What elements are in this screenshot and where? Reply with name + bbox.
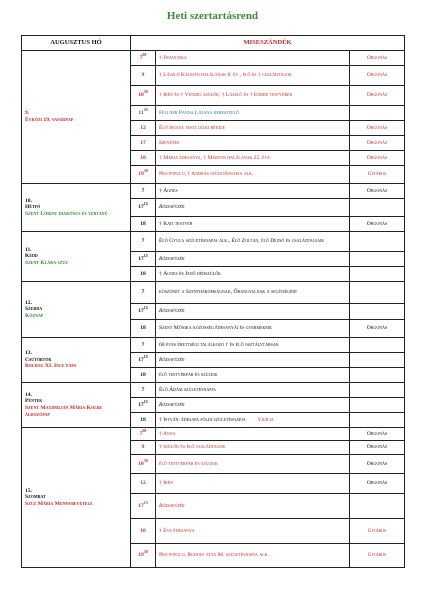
mass-time-hour: 7 [139, 54, 143, 61]
mass-intention [156, 166, 350, 184]
mass-intention-text: † Éva édesanya [159, 527, 195, 534]
mass-intention [156, 199, 350, 217]
mass-intention [156, 151, 350, 166]
mass-intention-text: Szent Mónika közösség édesanyái és gyermekeik [159, 325, 273, 332]
mass-time-hour: 18 [140, 416, 146, 423]
mass-intention [156, 544, 350, 568]
mass-time [131, 353, 156, 368]
mass-time [131, 441, 156, 455]
music-type [350, 338, 405, 353]
mass-intention-text: élő testvérpár és szüleik [159, 460, 218, 467]
mass-intention [156, 252, 350, 267]
music-type [350, 368, 405, 383]
music-type: Orgonás [350, 121, 405, 136]
mass-intention-text: Rózsafüzér [159, 204, 185, 211]
music-type [350, 413, 405, 428]
mass-intention [156, 338, 350, 353]
music-type: Orgonás [350, 217, 405, 232]
music-type [350, 267, 405, 282]
mass-intention [156, 184, 350, 199]
mass-intention [156, 86, 350, 106]
day-number: 10. [25, 197, 32, 204]
day-number: 13. [25, 350, 32, 357]
music-type: Gitáros [350, 519, 405, 544]
feast-name: Szent Maximilián Mária Kolbe áldozópap [25, 405, 103, 418]
mass-time-hour: 18 [140, 325, 146, 332]
music-type [350, 353, 405, 368]
mass-intention-text: köszönet a Szentháromságnak, Őrangyalnak a segítségért [159, 289, 298, 296]
mass-time-hour: 17 [138, 308, 144, 315]
mass-intention [156, 106, 350, 121]
mass-time-hour: 18 [140, 270, 146, 277]
music-type: Orgonás [350, 320, 405, 338]
feast-name: Szűz Mária Mennybevétele [25, 500, 93, 507]
music-type [350, 494, 405, 519]
mass-intention-text: † Ágnes [159, 187, 178, 194]
music-type: Orgonás [350, 51, 405, 66]
music-type: Orgonás [350, 86, 405, 106]
mass-time-hour: 7 [141, 341, 145, 348]
music-type [350, 199, 405, 217]
day-cell [22, 428, 131, 568]
mass-intention-text: † szülők és élő családtagok [159, 444, 226, 451]
intent-column-header: MISESZÁNDÉK [131, 36, 405, 51]
mass-time-hour: 7 [141, 238, 145, 245]
mass-intention [156, 66, 350, 86]
day-cell [22, 338, 131, 383]
mass-time [131, 217, 156, 232]
mass-time-hour: 10 [138, 460, 144, 467]
day-number: 9. [25, 110, 30, 117]
mass-intention-text: Élő Gyula születésnapja alk., Élő Zoltán, élő Dezső és családtagjaik [159, 238, 325, 245]
music-type: Gitáros [350, 166, 405, 184]
mass-time [131, 413, 156, 428]
mass-time [131, 455, 156, 474]
mass-intention-text: † Ágnes és Jenő dédszülők [159, 270, 221, 277]
mass-intention-text: Szentóra [159, 139, 180, 146]
mass-time-minutes: 00 [142, 427, 147, 433]
music-type [350, 106, 405, 121]
music-type: Orgonás [350, 136, 405, 151]
mass-time-hour: 11 [138, 109, 144, 116]
mass-time [131, 51, 156, 66]
mass-time [131, 282, 156, 304]
mass-time [131, 304, 156, 320]
mass-time-hour: 18 [140, 527, 146, 534]
mass-intention-text: Pro populo, † András születésnapja alk. [159, 171, 254, 178]
mass-intention-text: † Kati testvér [159, 220, 193, 227]
day-cell [22, 232, 131, 282]
feast-name: Szent Lőrinc diakónus és vértanú [25, 210, 108, 217]
music-type [350, 398, 405, 413]
mass-intention [156, 455, 350, 474]
mass-time [131, 121, 156, 136]
feast-name: Szent Klára szűz [25, 259, 68, 266]
mass-time [131, 232, 156, 252]
mass-time [131, 338, 156, 353]
table-row [22, 383, 405, 398]
mass-intention [156, 474, 350, 494]
day-name: Szombat [25, 494, 46, 501]
mass-intention-text: Élő Ádám születésnapja [159, 386, 216, 393]
day-number: 15. [25, 487, 32, 494]
day-cell [22, 282, 131, 338]
mass-intention [156, 413, 350, 428]
feast-name: Köznap [25, 312, 44, 319]
mass-intention-text: † Anna [159, 430, 176, 437]
mass-intention-text: 60 éves érettségi találkozó † és élő osztálytársak [159, 341, 279, 348]
mass-time [131, 519, 156, 544]
mass-intention [156, 494, 350, 519]
day-number: 11. [25, 246, 32, 253]
page-title: Heti szertartásrend [166, 10, 259, 22]
mass-time-minutes: 15 [143, 499, 148, 505]
mass-time-minutes: 30 [143, 89, 148, 95]
mass-time [131, 428, 156, 441]
mass-time-minutes: 15 [143, 398, 148, 404]
mass-time-hour: 10 [138, 92, 144, 99]
mass-time-minutes: 30 [143, 168, 148, 174]
mass-time-hour: 19 [138, 171, 144, 178]
table-row [22, 338, 405, 353]
mass-intention [156, 267, 350, 282]
mass-time [131, 106, 156, 121]
music-type [350, 232, 405, 252]
music-type [350, 282, 405, 304]
mass-intention [156, 232, 350, 252]
music-type: Orgonás [350, 66, 405, 86]
mass-time-hour: 18 [140, 154, 146, 161]
mass-intention [156, 398, 350, 413]
mass-time [131, 494, 156, 519]
mass-intention-text: Rózsafüzér [159, 502, 185, 509]
mass-intention [156, 304, 350, 320]
music-type: Orgonás [350, 184, 405, 199]
mass-intention [156, 320, 350, 338]
day-name: Kedd [25, 253, 38, 260]
table-header-row [22, 36, 405, 51]
mass-time-hour: 17 [140, 139, 146, 146]
table-row [22, 51, 405, 66]
mass-time-minutes: 30 [143, 457, 148, 463]
mass-time [131, 544, 156, 568]
day-name: Péntek [25, 398, 43, 405]
mass-intention-text: † Mária édesanya, † Márton halálának 25. évf. [159, 154, 272, 161]
day-name: Csütörtök [25, 356, 52, 363]
mass-intention-text: Rózsafüzér [159, 401, 185, 408]
mass-time-hour: 9 [141, 72, 145, 79]
mass-time-hour: 17 [138, 356, 144, 363]
mass-time-hour: 7 [141, 386, 145, 393]
mass-time-minutes: 30 [143, 549, 148, 555]
day-cell [22, 184, 131, 232]
mass-time [131, 66, 156, 86]
mass-intention-text: Pro populo, Rudolf atya 88. születésnapja alk. [159, 552, 269, 559]
mass-time-hour: 19 [138, 552, 144, 559]
feast-name: Boldog XI. Ince pápa [25, 363, 77, 370]
day-column-header: AUGUSZTUS HÓ [22, 36, 131, 51]
day-cell [22, 51, 131, 184]
mass-time [131, 398, 156, 413]
mass-time-hour: 17 [138, 204, 144, 211]
table-row [22, 232, 405, 252]
mass-time [131, 320, 156, 338]
table-row [22, 282, 405, 304]
mass-time [131, 166, 156, 184]
mass-intention [156, 353, 350, 368]
music-type: Orgonás [350, 441, 405, 455]
day-name: Hétfő [25, 204, 41, 211]
mass-time [131, 474, 156, 494]
mass-intention-text: † Irén és † Vendel szülők, † László és † Endre testvérek [159, 92, 293, 99]
mass-time [131, 184, 156, 199]
mass-intention-text: Rózsafüzér [159, 308, 185, 315]
mass-time [131, 136, 156, 151]
day-number: 12. [25, 299, 32, 306]
mass-time-hour: 17 [138, 401, 144, 408]
mass-intention-text: élő testvérpár és szüleik [159, 371, 218, 378]
mass-time-hour: 9 [141, 444, 145, 451]
music-type: Orgonás [350, 455, 405, 474]
mass-intention-text: † László Kálmán halálának 8. év., élő és † családtagok [159, 72, 292, 79]
mass-intention [156, 136, 350, 151]
mass-time-minutes: 15 [143, 353, 148, 359]
mass-time-hour: 7 [139, 430, 143, 437]
schedule-table [21, 35, 405, 568]
table-row [22, 428, 405, 441]
mass-intention-text: Rózsafüzér [159, 255, 185, 262]
mass-time-hour: 18 [140, 371, 146, 378]
mass-time-hour: 18 [140, 220, 146, 227]
mass-intention-text: Rózsafüzér [159, 356, 185, 363]
mass-time [131, 252, 156, 267]
mass-intention [156, 519, 350, 544]
mass-time [131, 199, 156, 217]
mass-time [131, 86, 156, 106]
mass-intention [156, 383, 350, 398]
mass-intention [156, 282, 350, 304]
mass-intention [156, 428, 350, 441]
mass-intention [156, 441, 350, 455]
mass-time-hour: 17 [138, 255, 144, 262]
mass-time-hour: 17 [138, 502, 144, 509]
table-row [22, 184, 405, 199]
music-type [350, 252, 405, 267]
music-type: Orgonás [350, 151, 405, 166]
music-type: Orgonás [350, 428, 405, 441]
day-number: 14. [25, 391, 32, 398]
day-name: Szerda [25, 306, 43, 313]
mass-time [131, 151, 156, 166]
mass-intention [156, 121, 350, 136]
mass-intention [156, 217, 350, 232]
mass-time [131, 383, 156, 398]
mass-time-minutes: 15 [143, 252, 148, 258]
mass-intention [156, 51, 350, 66]
mass-time [131, 368, 156, 383]
music-type: Gitáros [350, 544, 405, 568]
mass-time-hour: 7 [141, 289, 145, 296]
mass-time-hour: 7 [141, 187, 145, 194]
mass-intention [156, 368, 350, 383]
mass-intention-text: † István: édesapa földi születésnapja [159, 416, 246, 423]
mass-intention-text: Élő Ibolya testi lelki békéje [159, 124, 226, 131]
mass-intention-text: Fellner Panna Liliána keresztelő [159, 109, 239, 116]
mass-time-minutes: 15 [143, 305, 148, 311]
mass-intention-text: † Franciska [159, 54, 187, 61]
mass-time [131, 267, 156, 282]
vigil-label: Vigília [257, 416, 274, 423]
mass-time-minutes: 00 [142, 51, 147, 57]
music-type: Orgonás [350, 474, 405, 494]
mass-intention-text: † Irén [159, 480, 174, 487]
mass-time-hour: 12 [140, 480, 146, 487]
mass-time-minutes: 30 [143, 106, 148, 112]
mass-time-minutes: 15 [143, 201, 148, 207]
mass-time-hour: 12 [140, 124, 146, 131]
music-type [350, 383, 405, 398]
day-name: Évközi 19. vasárnap [25, 117, 74, 123]
day-cell [22, 383, 131, 428]
music-type [350, 304, 405, 320]
